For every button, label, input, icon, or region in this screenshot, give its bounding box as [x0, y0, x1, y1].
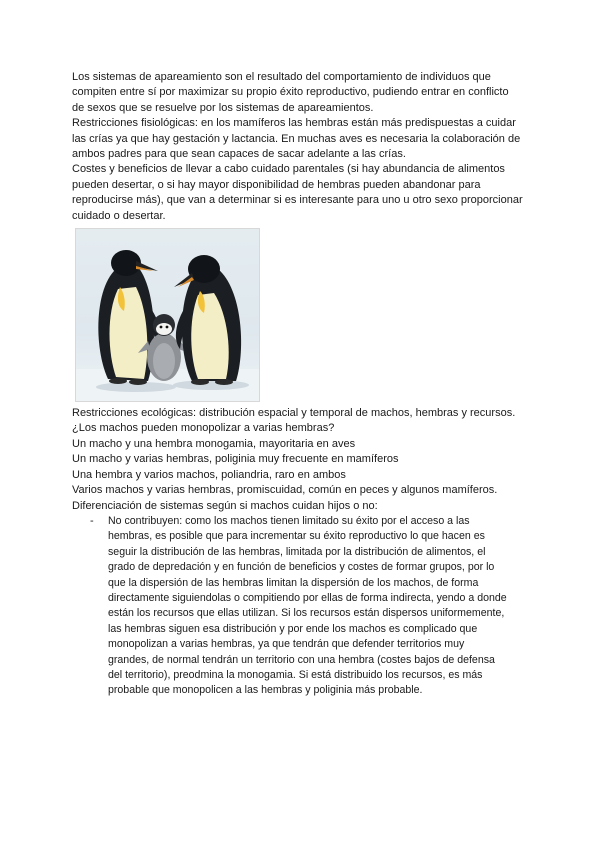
text-line: del territorio), preodmina la monogamia. Si está distribuido los recursos, es más — [108, 668, 483, 681]
penguins-photo — [75, 228, 260, 402]
text-line: hembras, es posible que para incrementar su éxito reproductivo lo que hacen es — [108, 530, 485, 543]
text-line: cuidado o desertar. — [72, 209, 166, 222]
text-line: grado de depredación y en función de beneficios y costes de formar grupos, por lo — [108, 561, 495, 574]
document-page — [72, 70, 528, 699]
text-line: Varios machos y varias hembras, promiscuidad, común en peces y algunos mamíferos. — [72, 484, 498, 497]
text-line: Diferenciación de sistemas según si machos cuidan hijos o no: — [72, 499, 378, 512]
text-line: las hembras siguen esa distribución y por ende los machos es complicado que — [108, 622, 478, 635]
text-line: ambos padres para que sean capaces de sacar adelante a las crías. — [72, 148, 406, 161]
text-line: monopolizan a varias hembras, ya que tendrán que defender territorios muy — [108, 638, 465, 651]
adult-penguin-right — [174, 255, 241, 385]
text-line: Restricciones ecológicas: distribución espacial y temporal de machos, hembras y recursos. — [72, 407, 516, 420]
text-line: Los sistemas de apareamiento son el resultado del comportamiento de individuos que — [72, 71, 491, 83]
text-line: No contribuyen: como los machos tienen limitado su éxito por el acceso a las — [108, 514, 470, 527]
text-line: pueden desertar, o si hay mayor disponibilidad de hembras pueden abandonar para — [72, 178, 481, 191]
text-line: de sexos que se resuelve por los sistemas de apareamientos. — [72, 101, 374, 114]
text-line: ¿Los machos pueden monopolizar a varias hembras? — [72, 422, 335, 435]
text-line: las crías ya que hay gestación y lactancia. En muchas aves es necesaria la colaboración de — [72, 132, 521, 145]
bullet-marker: - — [90, 514, 94, 527]
text-line: Restricciones fisiológicas: en los mamíferos las hembras están más predispuestas a cuidar — [72, 117, 516, 130]
text-line: seguir la distribución de las hembras, limitada por la distribución de alimentos, el — [108, 545, 486, 558]
text-line: probable que monopolicen a las hembras y poliginia más probable. — [108, 684, 423, 697]
text-line: compiten entre sí por maximizar su propio éxito reproductivo, pudiendo entrar en conflicto — [72, 86, 509, 99]
text-line: reproducirse más), que van a determinar si es interesante para uno u otro sexo proporcionar — [72, 194, 523, 207]
list-item — [72, 514, 528, 699]
text-line: grandes, de normal tendrán un territorio con una hembra (costes bajos de defensa — [108, 653, 495, 666]
text-line: directamente siguiendolas o compitiendo por ellas de forma indirecta, yendo a donde — [108, 591, 507, 604]
text-line: que la dispersión de las hembras limitan la dispersión de los machos, de forma — [108, 576, 479, 589]
bullet-list — [72, 514, 528, 699]
text-line: Un macho y una hembra monogamia, mayoritaria en aves — [72, 437, 356, 450]
emperor-penguins-illustration — [76, 229, 259, 401]
text-line: Un macho y varias hembras, poliginia muy frecuente en mamíferos — [72, 453, 399, 466]
intro-text — [72, 70, 528, 224]
body-text — [72, 406, 528, 514]
text-line: Costes y beneficios de llevar a cabo cuidado parentales (si hay abundancia de alimentos — [72, 163, 505, 176]
text-line: están los recursos que ellas utilizan. Si los recursos están dispersos uniformemente, — [108, 607, 505, 620]
text-line: Una hembra y varios machos, poliandria, raro en ambos — [72, 468, 346, 481]
